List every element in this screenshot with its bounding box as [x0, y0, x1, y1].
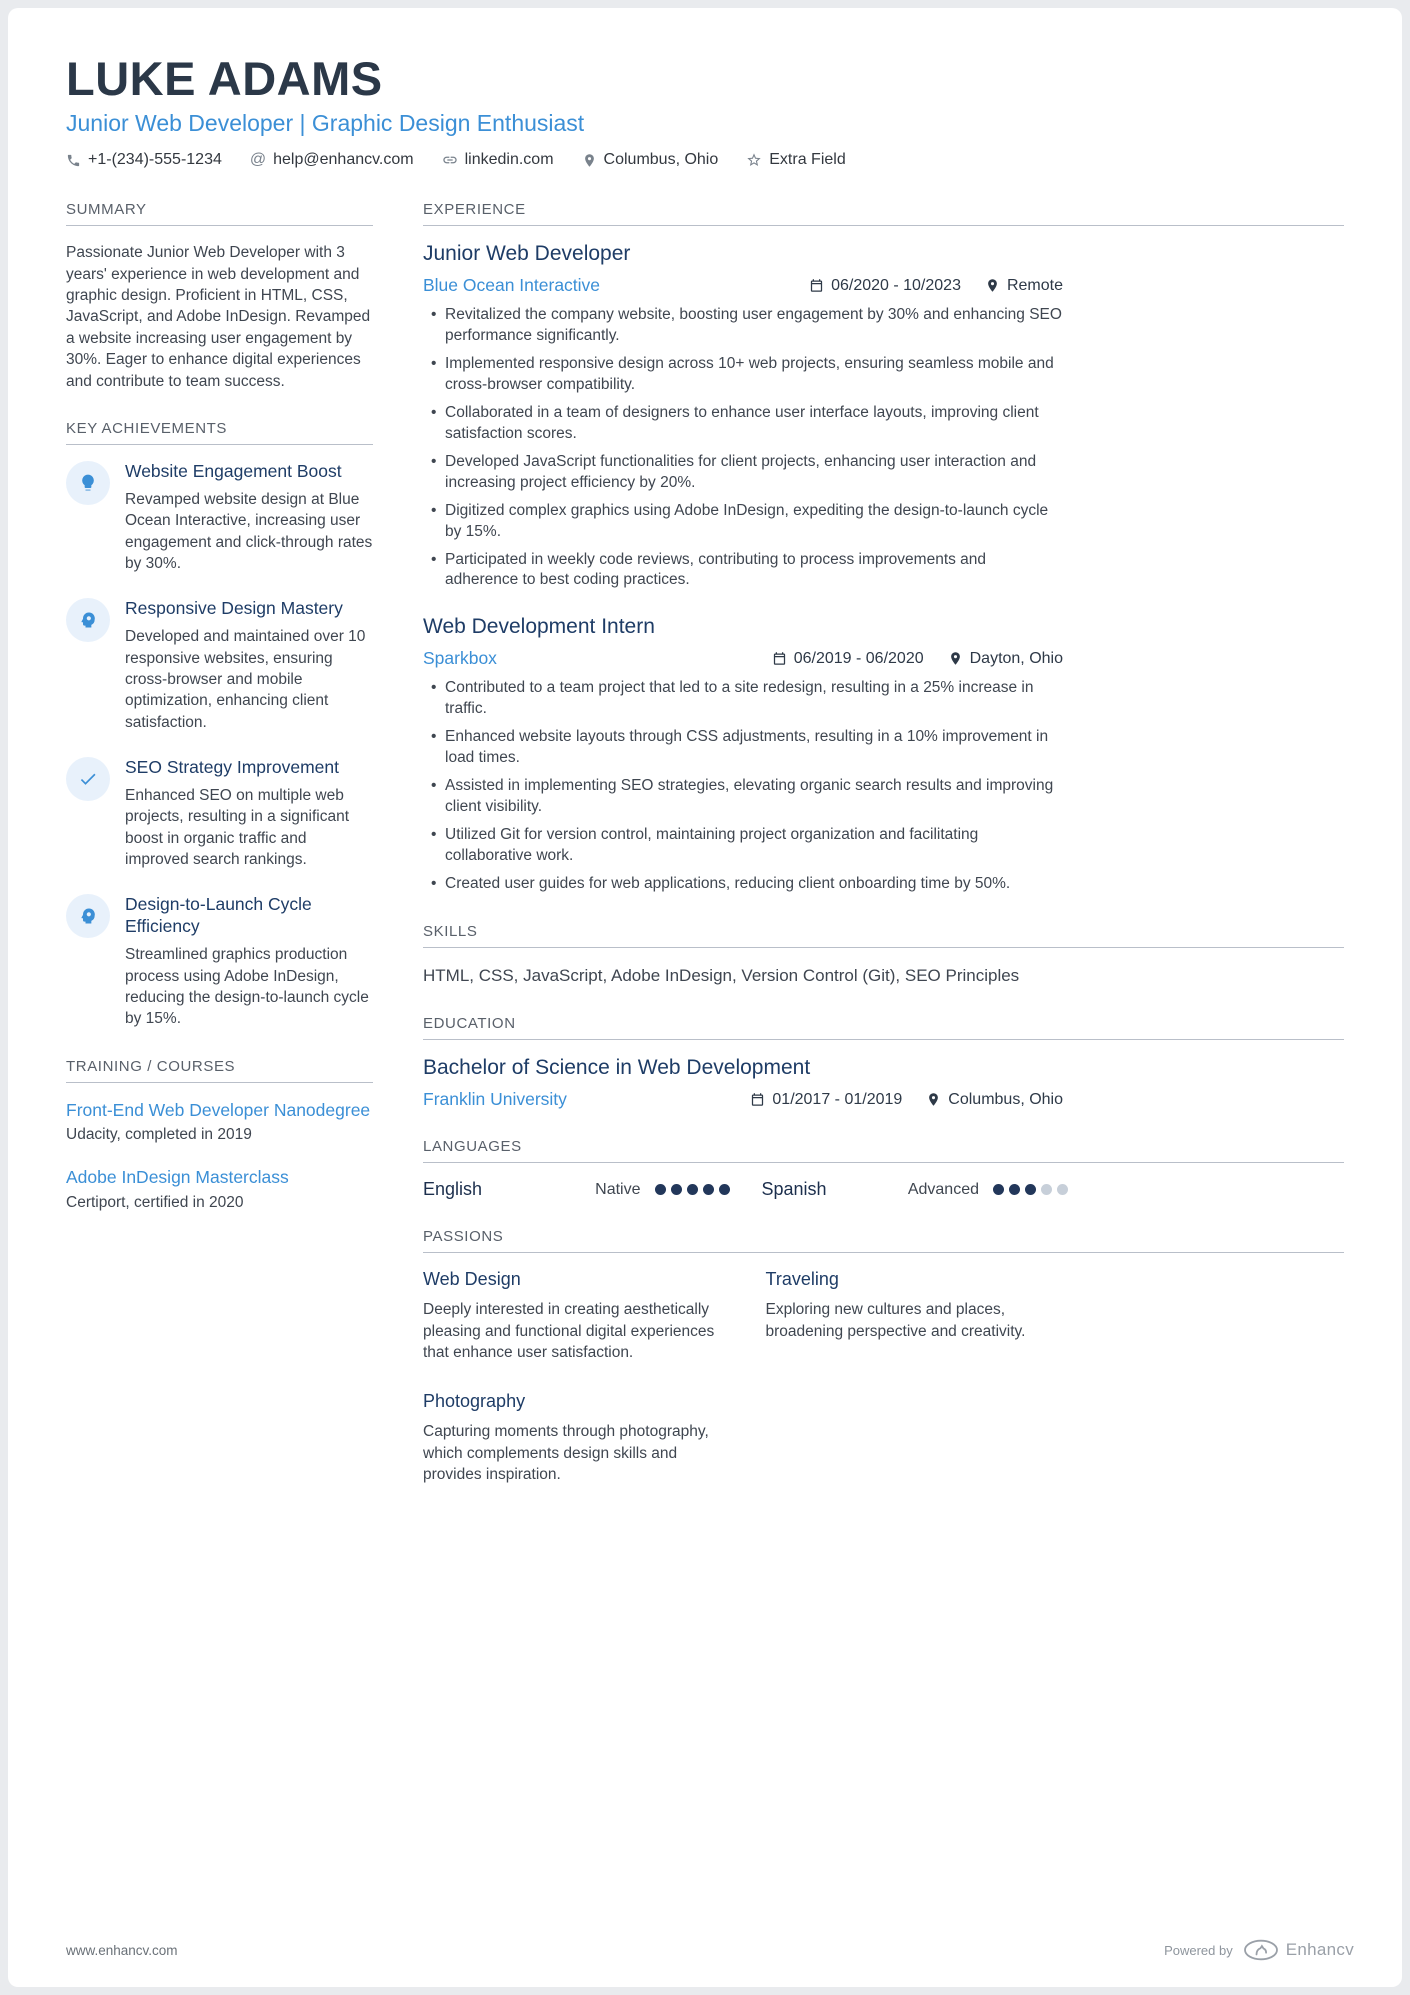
bullet: • Revitalized the company website, boosting user engagement by 30% and enhancing SEO performance significantly. — [445, 305, 1063, 347]
section-summary — [66, 201, 373, 392]
achievement-text: Developed and maintained over 10 responsive websites, ensuring cross-browser and mobile optimization, enhancing client satisfaction. — [125, 628, 366, 731]
course-item — [66, 1099, 373, 1145]
contact-email[interactable] — [250, 151, 414, 169]
job-bullets — [423, 305, 1063, 591]
powered-by — [1164, 1939, 1354, 1961]
language-level: Native — [595, 1180, 641, 1198]
bullet: • Participated in weekly code reviews, contributing to process improvements and adherence to best coding practices. — [445, 550, 1063, 592]
section-experience — [423, 201, 1344, 894]
experience-entry — [423, 242, 1344, 591]
course-subtitle: Udacity, completed in 2019 — [66, 1126, 252, 1144]
passion-item — [423, 1269, 726, 1363]
passion-title: Traveling — [765, 1269, 839, 1290]
enhancv-url-link[interactable]: www.enhancv.com — [66, 1942, 178, 1958]
course-subtitle: Certiport, certified in 2020 — [66, 1194, 244, 1212]
job-dates: 06/2019 - 06/2020 — [772, 650, 924, 668]
bullet: • Developed JavaScript functionalities for client projects, enhancing user interaction and increasing project efficiency by 20%. — [445, 452, 1063, 494]
achievement-title: SEO Strategy Improvement — [125, 757, 339, 778]
contact-linkedin[interactable] — [442, 151, 554, 169]
achievement-text: Revamped website design at Blue Ocean Interactive, increasing user engagement and click-through rates by 30%. — [125, 490, 373, 572]
summary-text: Passionate Junior Web Developer with 3 years' experience in web development and graphic design. Proficient in HTML, CSS, JavaScript, and Adobe InDesign. Revamped a website increasing user engagement by 30%. Eager to enhance digital experiences and contribute to team success. — [66, 244, 371, 390]
job-title: Web Development Intern — [423, 615, 655, 639]
left-column — [66, 201, 373, 1513]
contact-email-text: help@enhancv.com — [273, 151, 414, 169]
check-icon — [66, 757, 110, 801]
phone-icon — [66, 153, 81, 168]
experience-entry — [423, 615, 1344, 894]
course-title: Front-End Web Developer Nanodegree — [66, 1099, 371, 1120]
job-title: Junior Web Developer — [423, 242, 631, 266]
job-location: Remote — [985, 277, 1063, 295]
achievement-item — [66, 757, 373, 870]
pin-icon — [582, 153, 597, 168]
passions-heading: PASSIONS — [423, 1228, 1344, 1253]
experience-heading: EXPERIENCE — [423, 201, 1344, 226]
achievement-title: Responsive Design Mastery — [125, 598, 343, 619]
enhancv-brand-name: Enhancv — [1285, 1940, 1354, 1959]
right-column — [423, 201, 1344, 1513]
resume-header — [66, 54, 1344, 169]
skills-text: HTML, CSS, JavaScript, Adobe InDesign, Version Control (Git), SEO Principles — [423, 965, 1020, 985]
contact-location-text: Columbus, Ohio — [603, 151, 719, 169]
powered-by-label: Powered by — [1164, 1942, 1233, 1958]
contact-phone[interactable] — [66, 151, 222, 169]
bulb-icon — [66, 461, 110, 505]
languages-heading: LANGUAGES — [423, 1138, 1344, 1163]
job-bullets — [423, 678, 1063, 894]
calendar-icon — [772, 651, 787, 666]
bullet: • Created user guides for web applications, reducing client onboarding time by 50%. — [445, 874, 1063, 895]
bullet: • Utilized Git for version control, maintaining project organization and facilitating collaborative work. — [445, 825, 1063, 867]
passion-title: Photography — [423, 1391, 526, 1412]
language-item — [423, 1179, 730, 1200]
pin-icon — [985, 278, 1000, 293]
page-footer — [66, 1939, 1354, 1961]
achievement-title: Design-to-Launch Cycle Efficiency — [125, 894, 312, 937]
calendar-icon — [750, 1092, 765, 1107]
section-education — [423, 1015, 1344, 1110]
mind-icon — [66, 598, 110, 642]
contact-linkedin-text: linkedin.com — [464, 151, 554, 169]
passion-text: Deeply interested in creating aesthetically pleasing and functional digital experiences that enhance user satisfaction. — [423, 1301, 715, 1361]
language-dots — [993, 1184, 1068, 1195]
company-name: Sparkbox — [423, 648, 497, 669]
contact-extra-field — [746, 151, 845, 169]
language-name: Spanish — [761, 1179, 827, 1200]
achievement-text: Streamlined graphics production process using Adobe InDesign, reducing the design-to-launch cycle by 15%. — [125, 946, 369, 1028]
section-training — [66, 1058, 373, 1213]
job-dates: 06/2020 - 10/2023 — [809, 277, 961, 295]
achievement-text: Enhanced SEO on multiple web projects, resulting in a significant boost in organic traffic and improved search rankings. — [125, 786, 350, 869]
contact-extra-text: Extra Field — [769, 151, 846, 169]
enhancv-logo-icon — [1243, 1939, 1354, 1961]
key-achievements-heading: KEY ACHIEVEMENTS — [66, 420, 373, 445]
passion-text: Capturing moments through photography, which complements design skills and provides inspiration. — [423, 1423, 709, 1484]
bullet: • Digitized complex graphics using Adobe InDesign, expediting the design-to-launch cycle by 15%. — [445, 501, 1063, 543]
resume-page — [8, 8, 1402, 1987]
achievement-item — [66, 598, 373, 733]
summary-heading: SUMMARY — [66, 201, 373, 226]
course-title: Adobe InDesign Masterclass — [66, 1167, 289, 1188]
education-heading: EDUCATION — [423, 1015, 1344, 1040]
skills-heading: SKILLS — [423, 923, 1344, 948]
calendar-icon — [809, 278, 824, 293]
language-level: Advanced — [907, 1180, 979, 1198]
section-passions — [423, 1228, 1344, 1485]
degree-title: Bachelor of Science in Web Development — [423, 1056, 811, 1080]
achievement-title: Website Engagement Boost — [125, 460, 342, 481]
at-icon: @ — [249, 151, 267, 169]
training-heading: TRAINING / COURSES — [66, 1058, 373, 1083]
bullet: • Contributed to a team project that led to a site redesign, resulting in a 25% increase in traffic. — [445, 678, 1063, 720]
language-dots — [655, 1184, 730, 1195]
course-item — [66, 1166, 373, 1212]
passion-item — [766, 1269, 1069, 1363]
achievement-item — [66, 461, 373, 574]
passion-title: Web Design — [423, 1269, 521, 1290]
person-headline: Junior Web Developer | Graphic Design Enthusiast — [66, 110, 585, 137]
job-location: Dayton, Ohio — [948, 650, 1063, 668]
education-dates: 01/2017 - 01/2019 — [750, 1091, 902, 1109]
star-icon — [746, 152, 762, 168]
language-name: English — [423, 1179, 483, 1200]
bullet: • Implemented responsive design across 10+ web projects, ensuring seamless mobile and cross-browser compatibility. — [445, 354, 1063, 396]
school-name: Franklin University — [423, 1089, 567, 1110]
achievement-item — [66, 894, 373, 1029]
section-key-achievements — [66, 420, 373, 1030]
section-skills — [423, 923, 1344, 987]
link-icon — [442, 152, 458, 168]
bullet: • Enhanced website layouts through CSS adjustments, resulting in a 10% improvement in load times. — [445, 727, 1063, 769]
section-languages — [423, 1138, 1344, 1200]
contact-location — [582, 151, 719, 169]
pin-icon — [948, 651, 963, 666]
pin-icon — [926, 1092, 941, 1107]
person-name: LUKE ADAMS — [66, 52, 383, 105]
mind-icon — [66, 894, 110, 938]
contact-row — [66, 151, 1344, 169]
education-location: Columbus, Ohio — [926, 1091, 1063, 1109]
language-item — [762, 1179, 1069, 1200]
bullet: • Assisted in implementing SEO strategies, elevating organic search results and improving client visibility. — [445, 776, 1063, 818]
passion-item — [423, 1391, 726, 1485]
company-name: Blue Ocean Interactive — [423, 275, 601, 296]
bullet: • Collaborated in a team of designers to enhance user interface layouts, improving client satisfaction scores. — [445, 403, 1063, 445]
contact-phone-text: +1-(234)-555-1234 — [88, 151, 222, 169]
passion-text: Exploring new cultures and places, broadening perspective and creativity. — [765, 1301, 1026, 1340]
